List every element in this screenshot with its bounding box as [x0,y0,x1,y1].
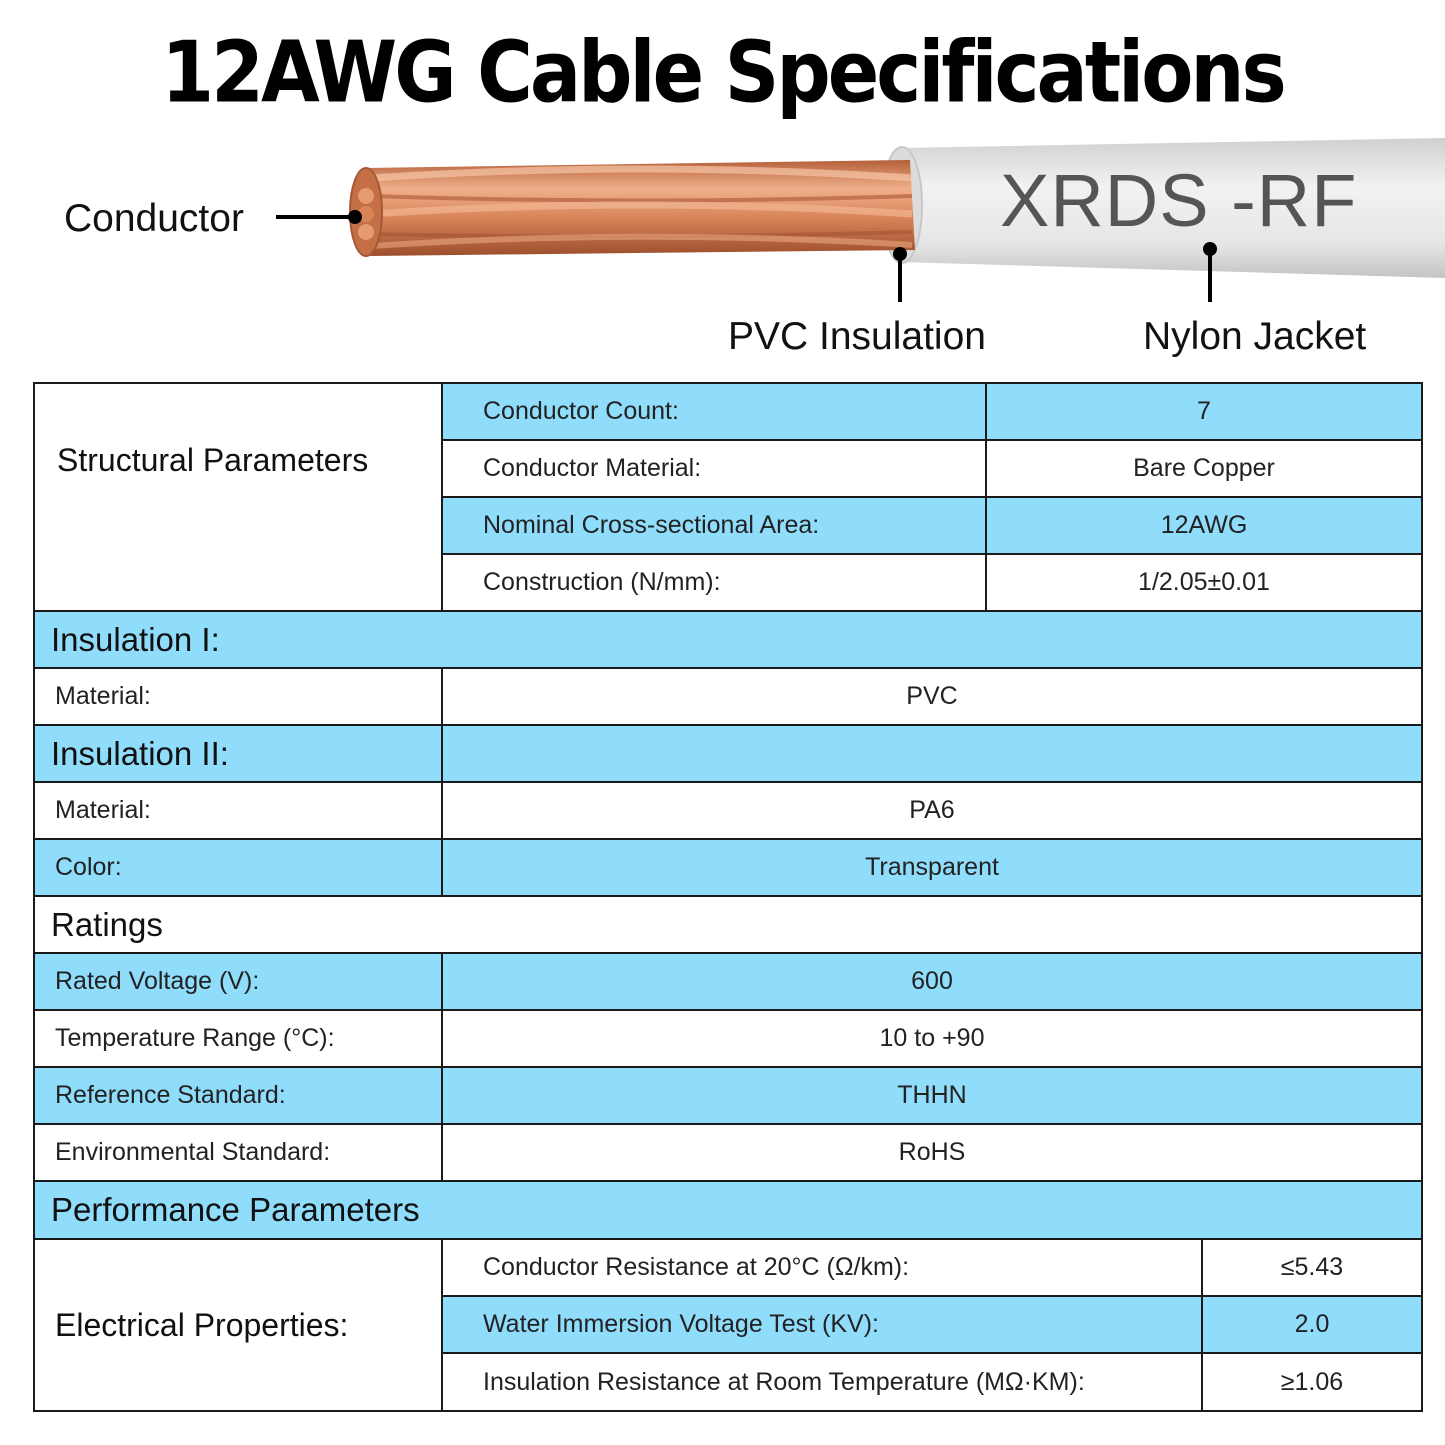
insulation1-header: Insulation I: [34,611,1422,668]
row-label: Reference Standard: [34,1067,442,1124]
row-value: 1/2.05±0.01 [986,554,1422,611]
section-row [34,725,1422,782]
pvc-insulation-label: PVC Insulation [728,315,986,358]
page-title: 12AWG Cable Specifications [161,22,1284,122]
row-label: Temperature Range (°C): [34,1010,442,1067]
row-value: THHN [442,1067,1422,1124]
row-label: Conductor Material: [442,440,986,497]
table-row [34,1239,1422,1296]
table-row [34,1010,1422,1067]
row-label: Conductor Count: [442,383,986,440]
row-label: Environmental Standard: [34,1124,442,1181]
table-row [34,953,1422,1010]
row-label: Rated Voltage (V): [34,953,442,1010]
row-value: ≥1.06 [1202,1353,1422,1411]
nylon-jacket-label: Nylon Jacket [1143,315,1367,358]
row-value: ≤5.43 [1202,1239,1422,1296]
table-row [34,668,1422,725]
row-value: Bare Copper [986,440,1422,497]
table-row [34,1124,1422,1181]
row-label: Conductor Resistance at 20°C (Ω/km): [442,1239,1202,1296]
row-label: Material: [34,782,442,839]
section-row [34,896,1422,953]
table-row [34,839,1422,896]
conductor-label: Conductor [64,197,244,240]
row-value: 12AWG [986,497,1422,554]
row-value: 10 to +90 [442,1010,1422,1067]
row-label: Insulation Resistance at Room Temperature (MΩ·KM): [442,1353,1202,1411]
row-value: 7 [986,383,1422,440]
row-value: PVC [442,668,1422,725]
row-value: Transparent [442,839,1422,896]
copper-conductor-shape [350,160,915,256]
table-row [34,1067,1422,1124]
insulation2-header: Insulation II: [34,725,442,782]
performance-header: Performance Parameters [34,1181,1422,1239]
row-value: PA6 [442,782,1422,839]
row-label: Color: [34,839,442,896]
row-label: Nominal Cross-sectional Area: [442,497,986,554]
insulation2-header-filler [442,725,1422,782]
brand-print: XRDS -RF [1000,159,1358,242]
row-label: Water Immersion Voltage Test (KV): [442,1296,1202,1353]
section-row [34,1181,1422,1239]
electrical-properties-header: Electrical Properties: [34,1239,442,1411]
table-row [34,383,1422,440]
row-value: RoHS [442,1124,1422,1181]
structural-header: Structural Parameters [34,383,442,611]
row-value: 600 [442,953,1422,1010]
spec-table [33,382,1423,1412]
table-row [34,782,1422,839]
row-label: Construction (N/mm): [442,554,986,611]
row-value: 2.0 [1202,1296,1422,1353]
row-label: Material: [34,668,442,725]
section-row [34,611,1422,668]
ratings-header: Ratings [34,896,1422,953]
